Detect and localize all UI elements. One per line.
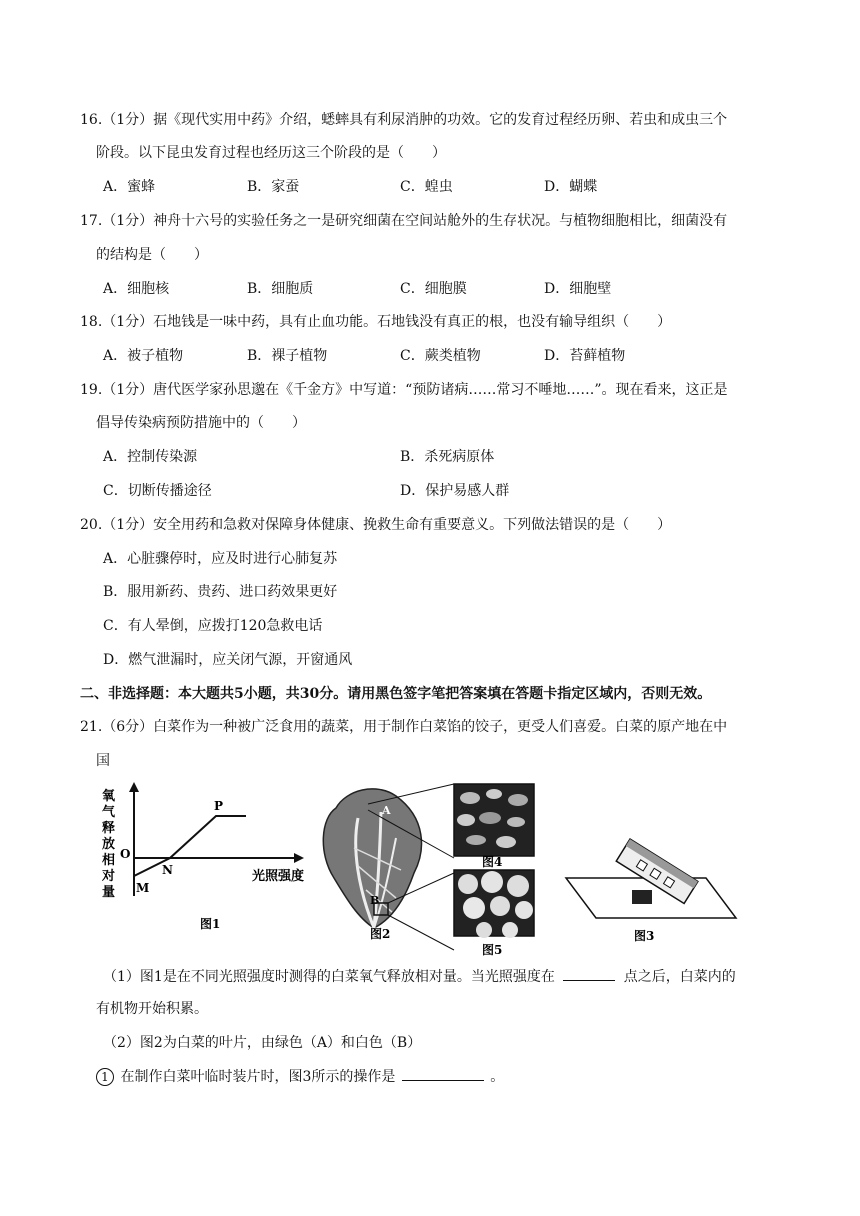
q18-stem-line1: 18.（1分）石地钱是一味中药，具有止血功能。石地钱没有真正的根，也没有输导组织（ ） xyxy=(80,314,672,330)
q17-option-a: A．细胞核 xyxy=(103,281,170,297)
q16-stem-line2: 阶段。以下昆虫发育过程也经历这三个阶段的是（ ） xyxy=(96,145,446,161)
q19-option-c: C．切断传播途径 xyxy=(103,483,212,499)
fig1-graph xyxy=(101,782,304,931)
q19-option-b: B．杀死病原体 xyxy=(400,449,495,465)
q21-figure-svg xyxy=(96,778,756,958)
fig1-curve xyxy=(134,816,246,876)
q18-option-c: C．蕨类植物 xyxy=(400,348,481,364)
fig4-caption: 图4 xyxy=(482,855,503,869)
q20-option-b: B．服用新药、贵药、进口药效果更好 xyxy=(103,584,338,600)
q21-sub2-line: （2）图2为白菜的叶片，由绿色（A）和白色（B） xyxy=(103,1035,422,1051)
fig3-slide-operation xyxy=(566,839,736,943)
fig5-caption: 图5 xyxy=(482,943,503,957)
q17-option-b: B．细胞质 xyxy=(247,281,314,297)
q16-stem-line1: 16.（1分）据《现代实用中药》介绍，蟋蟀具有利尿消肿的功效。它的发育过程经历卵、若虫和成虫三个 xyxy=(80,112,728,128)
q20-option-a: A．心脏骤停时，应及时进行心肺复苏 xyxy=(103,551,338,567)
q21-sub2a-text: 在制作白菜叶临时装片时，图3所示的操作是 xyxy=(120,1069,396,1085)
fig1-caption: 图1 xyxy=(200,917,221,931)
fig1-ylabel-2: 气 xyxy=(102,805,116,820)
q16-option-b: B．家蚕 xyxy=(247,179,300,195)
q20-option-c: C．有人晕倒，应拨打120急救电话 xyxy=(103,618,323,634)
q21-sub1-blank[interactable] xyxy=(563,966,615,981)
fig1-point-m: M xyxy=(136,881,150,895)
q17-stem-line1: 17.（1分）神舟十六号的实验任务之一是研究细菌在空间站舱外的生存状况。与植物细胞相比，细菌没有 xyxy=(80,213,728,229)
fig1-ylabel-5: 相 xyxy=(102,853,116,868)
fig1-ylabel-6: 对 xyxy=(102,869,116,884)
q21-sub1-line1 xyxy=(103,966,736,987)
fig2-label-a: A xyxy=(382,804,391,817)
fig1-point-p: P xyxy=(214,799,224,813)
q16-option-d: D．蝴蝶 xyxy=(544,179,598,195)
q20-stem-line1: 20.（1分）安全用药和急救对保障身体健康、挽救生命有重要意义。下列做法错误的是（ ） xyxy=(80,517,672,533)
fig3-specimen xyxy=(632,890,652,904)
q17-option-c: C．细胞膜 xyxy=(400,281,467,297)
q21-stem-line2: 国 xyxy=(96,753,110,769)
q17-stem-line2: 的结构是（ ） xyxy=(96,247,208,263)
q16-option-a: A．蜜蜂 xyxy=(103,179,156,195)
q17-option-d: D．细胞壁 xyxy=(544,281,612,297)
q18-option-a: A．被子植物 xyxy=(103,348,184,364)
q19-stem-line2: 倡导传染病预防措施中的（ ） xyxy=(96,415,306,431)
q19-option-a: A．控制传染源 xyxy=(103,449,198,465)
q21-stem-line1: 21.（6分）白菜作为一种被广泛食用的蔬菜，用于制作白菜馅的饺子，更受人们喜爱。白菜的原产地在中 xyxy=(80,719,728,735)
fig5-micrograph xyxy=(454,870,534,957)
q21-sub1-text-a: （1）图1是在不同光照强度时测得的白菜氧气释放相对量。当光照强度在 xyxy=(103,969,555,985)
q18-option-d: D．苔藓植物 xyxy=(544,348,626,364)
fig1-ylabel-1: 氧 xyxy=(102,789,116,804)
q18-option-b: B．裸子植物 xyxy=(247,348,328,364)
fig1-ylabel-4: 放 xyxy=(102,837,116,852)
q21-sub2a-end: 。 xyxy=(490,1069,505,1085)
fig1-x-arrow xyxy=(294,853,304,863)
q21-figure xyxy=(96,778,756,958)
fig1-point-o: O xyxy=(120,847,131,861)
q21-sub1-line2: 有机物开始积累。 xyxy=(96,1001,208,1017)
fig2-cabbage-leaf xyxy=(323,784,454,950)
fig1-point-n: N xyxy=(162,863,173,877)
fig3-caption: 图3 xyxy=(634,929,655,943)
q21-sub2a-blank[interactable] xyxy=(402,1066,484,1081)
q19-stem-line1: 19.（1分）唐代医学家孙思邈在《千金方》中写道：“预防诸病……常习不唾地……”。现在看来，这正是 xyxy=(80,382,728,398)
q21-sub2a-line xyxy=(96,1066,504,1087)
q19-option-d: D．保护易感人群 xyxy=(400,483,510,499)
q21-sub1-text-b: 点之后，白菜内的 xyxy=(623,969,736,985)
fig1-ylabel-7: 量 xyxy=(102,885,116,900)
q16-option-c: C．蝗虫 xyxy=(400,179,453,195)
q20-option-d: D．燃气泄漏时，应关闭气源，开窗通风 xyxy=(103,652,353,668)
fig2-label-b: B xyxy=(370,894,380,907)
fig2-caption: 图2 xyxy=(370,927,391,941)
q21-sub2a-circle-number: 1 xyxy=(96,1068,114,1086)
fig4-micrograph xyxy=(454,784,534,869)
fig1-xlabel: 光照强度 xyxy=(252,869,305,884)
section-two-heading: 二、非选择题：本大题共5小题，共30分。请用黑色签字笔把答案填在答题卡指定区域内，否则无效。 xyxy=(80,686,712,702)
fig1-y-arrow xyxy=(129,782,139,792)
fig1-ylabel-3: 释 xyxy=(102,821,116,836)
